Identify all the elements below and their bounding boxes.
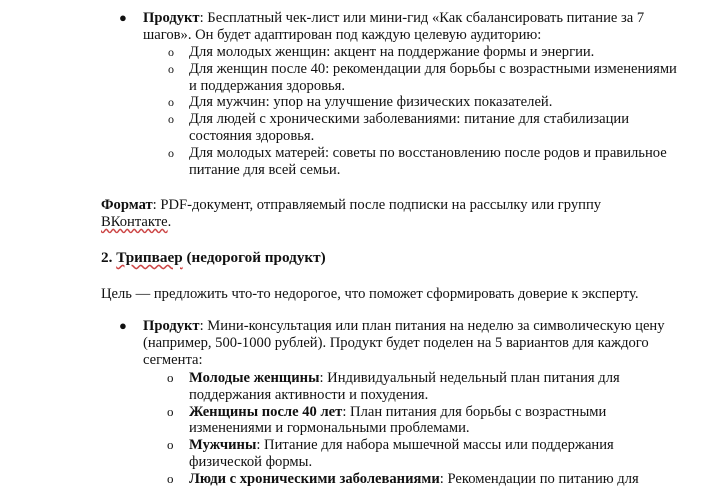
sub-item-text: Для молодых матерей: советы по восстановлению после родов и правильное питание для всей семьи. — [189, 144, 667, 178]
product-1-label: Продукт — [143, 10, 200, 26]
hollow-circle-bullet-icon: o — [167, 437, 174, 453]
hollow-circle-bullet-icon: o — [168, 95, 174, 110]
product-2-text: : Мини-консультация или план питания на неделю за символическую цену (например, 500-1000 рублей). Продукт будет поделен на 5 вариантов для каждого сегмента: — [143, 318, 665, 368]
bullet-icon: ● — [119, 10, 127, 25]
audience-sublist — [143, 44, 683, 178]
hollow-circle-bullet-icon: o — [167, 370, 174, 385]
segment-sublist — [143, 370, 653, 488]
product-2-paragraph — [143, 318, 683, 368]
hollow-circle-bullet-icon: o — [167, 470, 174, 486]
sub-item-text: Для людей с хроническими заболеваниями: питание для стабилизации состояния здоровья. — [189, 111, 630, 144]
hollow-circle-bullet-icon: o — [168, 61, 174, 76]
list-item — [143, 94, 683, 111]
list-item — [143, 471, 653, 488]
product-2-label: Продукт — [143, 318, 200, 334]
section-2-heading — [101, 250, 691, 267]
list-item — [143, 111, 683, 145]
list-item — [143, 437, 653, 471]
segment-label: Мужчины — [189, 437, 257, 454]
bullet-icon: ● — [119, 318, 127, 333]
hollow-circle-bullet-icon: o — [167, 403, 174, 419]
list-item — [143, 404, 653, 438]
format-paragraph — [101, 197, 621, 231]
segment-text: : Индивидуальный недельный план питания для поддержания активности и похудения. — [189, 370, 620, 403]
format-text: : PDF-документ, отправляемый после подписки на рассылку или группу — [152, 197, 602, 213]
segment-text: : Рекомендации по питанию для — [439, 470, 639, 487]
list-item-product-1 — [119, 10, 683, 44]
segment-label: Молодые женщины — [189, 370, 320, 386]
format-period: . — [167, 213, 172, 230]
heading-word: Трипваер — [116, 249, 183, 266]
list-item — [143, 145, 683, 179]
goal-paragraph: Цель — предложить что-то недорогое, что поможет сформировать доверие к эксперту. — [101, 286, 639, 302]
heading-number: 2. — [101, 249, 117, 266]
sub-item-text: Для молодых женщин: акцент на поддержание формы и энергии. — [189, 44, 595, 60]
hollow-circle-bullet-icon: o — [168, 45, 174, 59]
sub-item-text: Для мужчин: упор на улучшение физических показателей. — [189, 94, 553, 111]
segment-text: : План питания для борьбы с возрастными изменениями и гормональными проблемами. — [189, 403, 607, 437]
format-label: Формат — [101, 197, 153, 213]
heading-rest: (недорогой продукт) — [182, 249, 326, 266]
segment-text: : Питание для набора мышечной массы или поддержания физической формы. — [189, 437, 614, 470]
list-item — [143, 44, 683, 61]
product-1-text: : Бесплатный чек-лист или мини-гид «Как сбалансировать питание за 7 шагов». Он будет адаптирован под каждую целевую аудиторию: — [143, 10, 645, 43]
hollow-circle-bullet-icon: o — [168, 112, 174, 127]
vkontakte-text: ВКонтакте — [101, 213, 168, 230]
sub-item-text: Для женщин после 40: рекомендации для борьбы с возрастными изменениями и поддержания здоровья. — [189, 60, 677, 94]
list-item — [143, 61, 683, 95]
hollow-circle-bullet-icon: o — [168, 145, 174, 160]
product-1-paragraph — [143, 10, 683, 44]
segment-label: Люди с хроническими заболеваниями — [189, 470, 440, 487]
list-item-product-2 — [119, 318, 683, 368]
segment-label: Женщины после 40 лет — [189, 403, 343, 420]
list-item — [143, 370, 653, 404]
